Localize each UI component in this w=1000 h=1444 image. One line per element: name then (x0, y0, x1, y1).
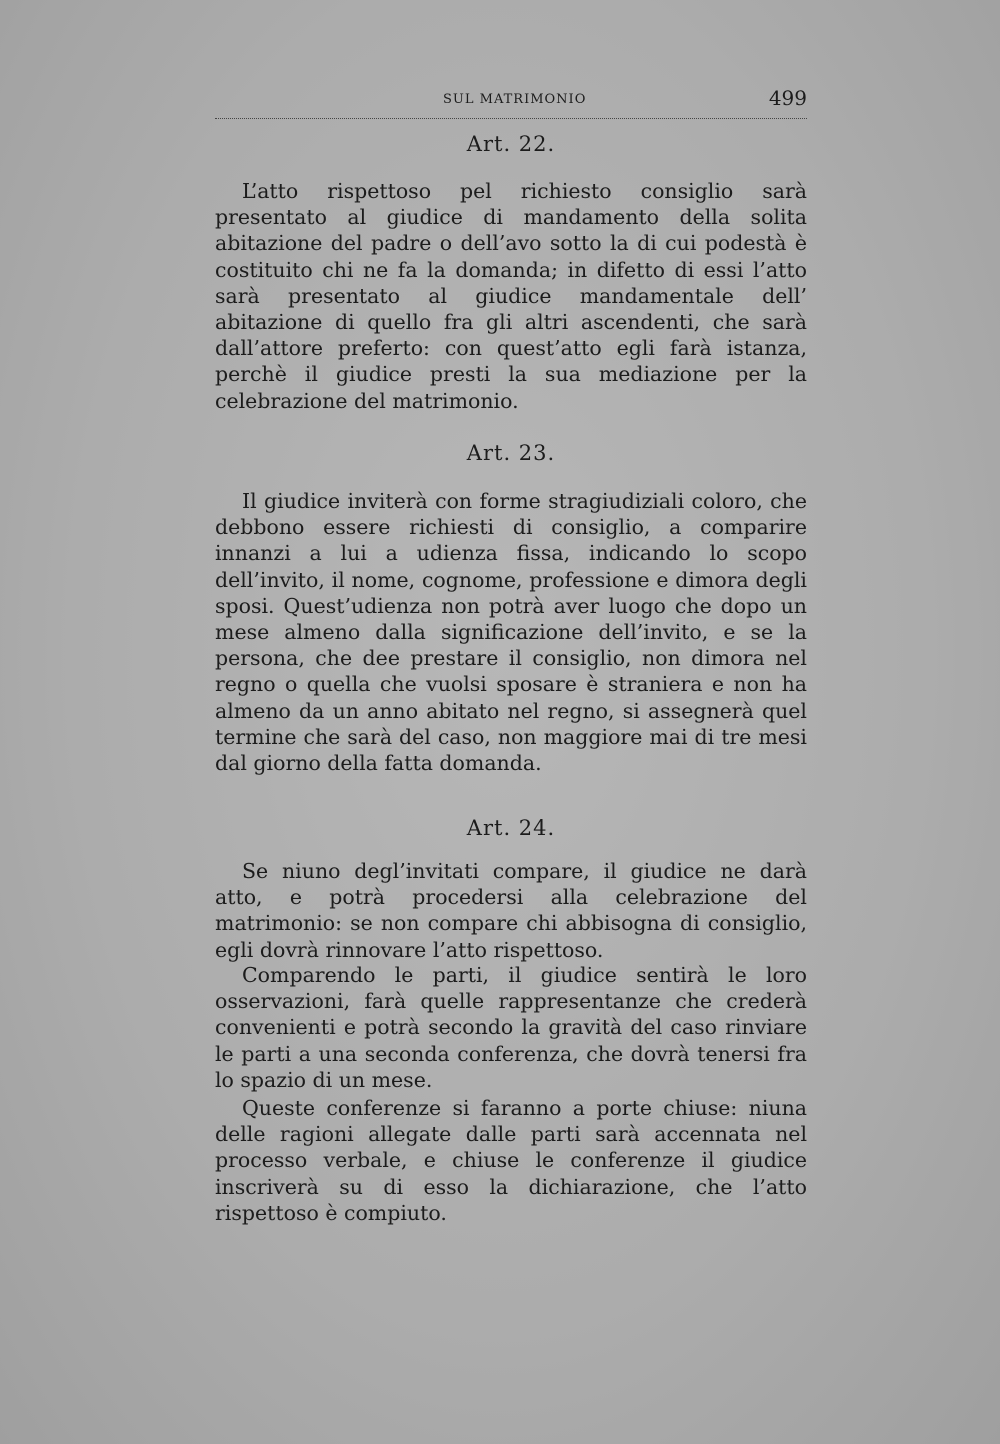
article-22-paragraph-1: L’atto rispettoso pel richiesto consiglio sarà presentato al giudice di mandamento della solita abitazione del padre o dell’avo sotto la di cui podestà è costituito chi ne fa la domanda; in difetto di essi l’atto sarà presentato al giudice mandamentale dell’ abitazione di quello fra gli altri ascendenti, che sarà dall’attore preferto: con quest’atto egli farà istanza, perchè il giudice presti la sua mediazione per la celebrazione del matrimonio. (215, 179, 807, 413)
page-header (215, 86, 807, 119)
article-24-paragraph-1: Se niuno degl’invitati compare, il giudice ne darà atto, e potrà procedersi alla celebrazione del matrimonio: se non compare chi abbisogna di consiglio, egli dovrà rinnovare l’atto rispettoso. (215, 859, 807, 962)
article-22-heading: Art. 22. (466, 132, 556, 156)
page-number: 499 (768, 86, 807, 110)
article-23-paragraph-1: Il giudice inviterà con forme stragiudiziali coloro, che debbono essere richiesti di consiglio, a comparire innanzi a lui a udienza fissa, indicando lo scopo dell’invito, il nome, cognome, professione e dimora degli sposi. Quest’udienza non potrà aver luogo che dopo un mese almeno dalla significazione dell’invito, e se la persona, che dee prestare il consiglio, non dimora nel regno o quella che vuolsi sposare è straniera e non ha almeno da un anno abitato nel regno, si assegnerà quel termine che sarà del caso, non maggiore mai di tre mesi dal giorno della fatta domanda. (215, 489, 807, 776)
article-24-paragraph-2: Comparendo le parti, il giudice sentirà le loro osservazioni, farà quelle rappresentanze che crederà convenienti e potrà secondo la gravità del caso rinviare le parti a una seconda conferenza, che dovrà tenersi fra lo spazio di un mese. (215, 963, 807, 1092)
running-title: SUL MATRIMONIO (443, 92, 587, 107)
article-24-heading: Art. 24. (466, 816, 556, 840)
article-23-heading: Art. 23. (466, 441, 556, 465)
article-24-paragraph-3: Queste conferenze si faranno a porte chiuse: niuna delle ragioni allegate dalle parti sarà accennata nel processo verbale, e chiuse le conferenze il giudice inscriverà su di esso la dichiarazione, che l’atto rispettoso è compiuto. (215, 1096, 807, 1225)
